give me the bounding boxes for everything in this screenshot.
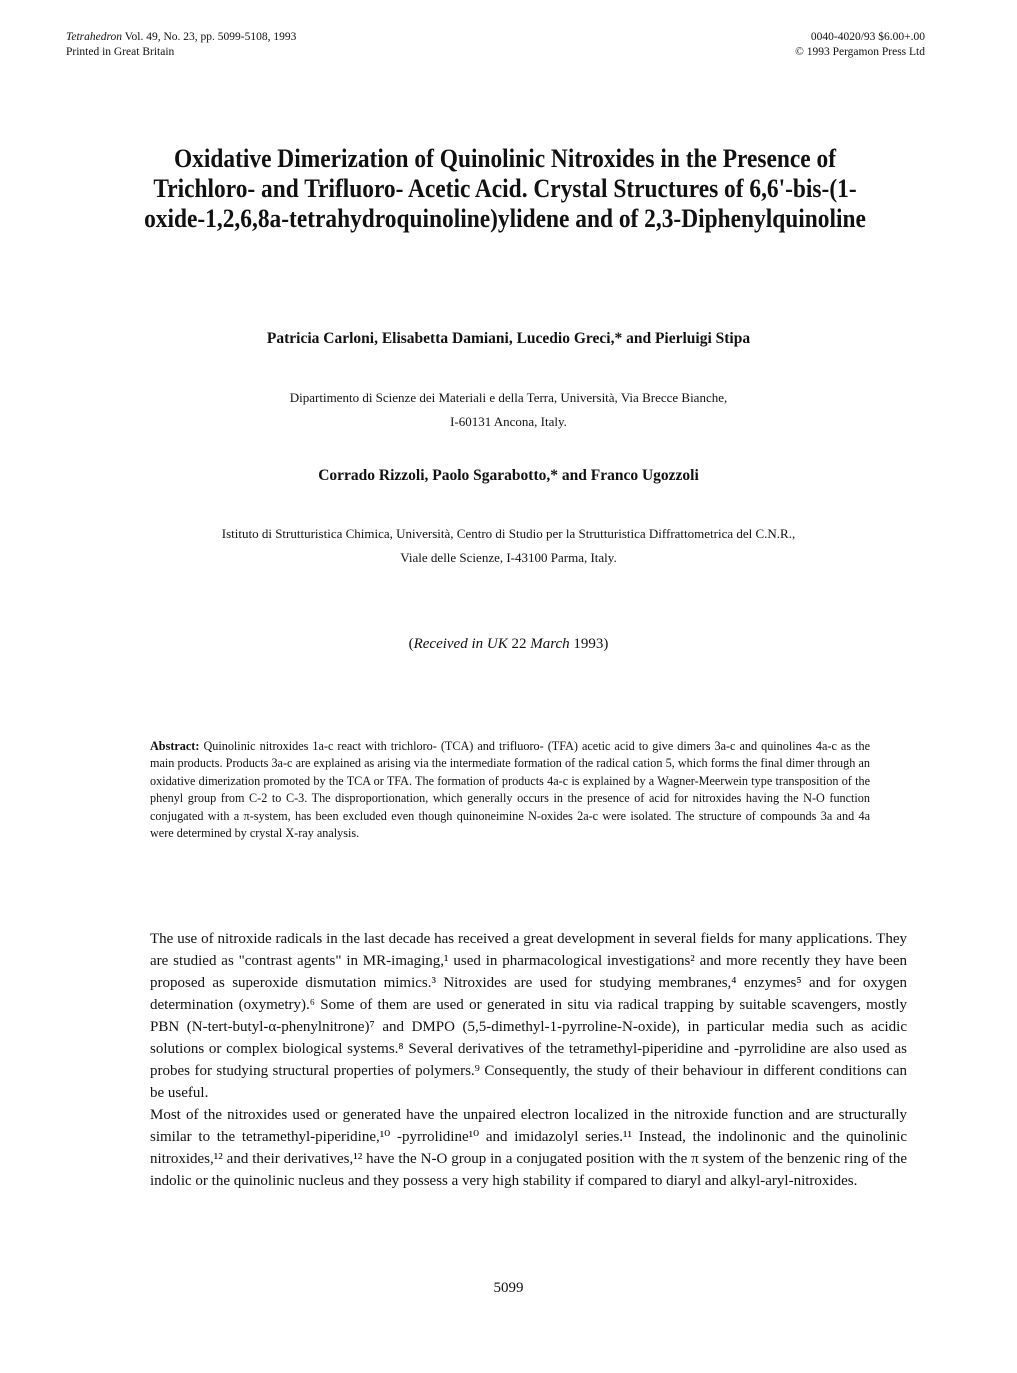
abstract-text: Quinolinic nitroxides 1a-c react with trichloro- (TCA) and trifluoro- (TFA) acetic acid to give dimers 3a-c and quinolines 4a-c as the main products. Products 3a-c are explained as arising via the intermediate formation of the radical cation 5, which forms the final dimer through an oxidative dimerization promoted by the TCA or TFA. The formation of products 4a-c is explained by a Wagner-Meerwein type transposition of the phenyl group from C-2 to C-3. The disproportionation, which generally occurs in the presence of acid for nitroxides having the N-O function conjugated with a π-system, has been excluded even though quinoneimine N-oxides 2a-c were isolated. The structure of compounds 3a and 4a were determined by crystal X-ray analysis. bbox=[150, 739, 870, 841]
copyright: © 1993 Pergamon Press Ltd bbox=[795, 46, 925, 58]
page-number: 5099 bbox=[493, 1280, 524, 1296]
affiliation-1-line-1: Dipartimento di Scienze dei Materiali e della Terra, Università, Via Brecce Bianche, bbox=[289, 390, 728, 405]
author-list-1: Patricia Carloni, Elisabetta Damiani, Lucedio Greci,* and Pierluigi Stipa bbox=[266, 330, 751, 347]
abstract bbox=[150, 738, 870, 842]
affiliation-2-line-1: Istituto di Strutturistica Chimica, Università, Centro di Studio per la Strutturistica Diffrattometrica del C.N.R., bbox=[221, 526, 796, 541]
received-label: Received in UK bbox=[413, 636, 508, 652]
paragraph-1: The use of nitroxide radicals in the last decade has received a great development in several fields for many applications. They are studied as "contrast agents" in MR-imaging,¹ used in pharmacological investigations² and more recently they have been proposed as superoxide dismutation mimics.³ Nitroxides are used for studying membranes,⁴ enzymes⁵ and for oxygen determination (oxymetry).⁶ Some of them are used or generated in situ via radical trapping by suitable scavengers, mostly PBN (N-tert-butyl-α-phenylnitrone)⁷ and DMPO (5,5-dimethyl-1-pyrroline-N-oxide), in particular media such as acidic solutions or complex biological systems.⁸ Several derivatives of the tetramethyl-piperidine and -pyrrolidine are also used as probes for studying structural properties of polymers.⁹ Consequently, the study of their behaviour in different conditions can be useful. bbox=[150, 931, 907, 1101]
affiliation-1 bbox=[0, 386, 1017, 434]
journal-name: Tetrahedron bbox=[66, 31, 123, 43]
printed-in: Printed in Great Britain bbox=[66, 46, 175, 58]
price-code: 0040-4020/93 $6.00+.00 bbox=[810, 31, 925, 43]
paragraph-2: Most of the nitroxides used or generated have the unpaired electron localized in the nitroxide function and are structurally similar to the tetramethyl-piperidine,¹⁰ -pyrrolidine¹⁰ and imidazolyl series.¹¹ Instead, the indolinonic and the quinolinic nitroxides,¹² and their derivatives,¹² have the N-O group in a conjugated position with the π system of the benzenic ring of the indolic or the quinolinic nucleus and they possess a very high stability if compared to diaryl and alkyl-aryl-nitroxides. bbox=[150, 1107, 907, 1189]
publisher-header bbox=[795, 30, 925, 60]
journal-citation bbox=[66, 30, 296, 45]
received-month: March bbox=[530, 636, 570, 652]
received-year: 1993) bbox=[569, 636, 609, 652]
body-text bbox=[150, 928, 907, 1192]
affiliation-1-line-2: I-60131 Ancona, Italy. bbox=[450, 414, 567, 429]
citation-details: Vol. 49, No. 23, pp. 5099-5108, 1993 bbox=[122, 31, 297, 43]
received-date bbox=[0, 636, 1017, 653]
paper-title: Oxidative Dimerization of Quinolinic Nitroxides in the Presence of Trichloro- and Trifluoro- Acetic Acid. Crystal Structures of 6,6'-bis-(1-oxide-1,2,6,8a-tetrahydroquinoline)ylidene and of 2,3-Diphenylquinoline bbox=[144, 144, 866, 233]
journal-header bbox=[66, 30, 296, 60]
received-day: 22 bbox=[507, 636, 531, 652]
received-open-paren: ( bbox=[408, 636, 414, 652]
affiliation-2 bbox=[0, 522, 1017, 570]
author-list-2: Corrado Rizzoli, Paolo Sgarabotto,* and Franco Ugozzoli bbox=[318, 467, 699, 484]
affiliation-2-line-2: Viale delle Scienze, I-43100 Parma, Italy. bbox=[400, 550, 617, 565]
abstract-label: Abstract: bbox=[150, 739, 200, 753]
